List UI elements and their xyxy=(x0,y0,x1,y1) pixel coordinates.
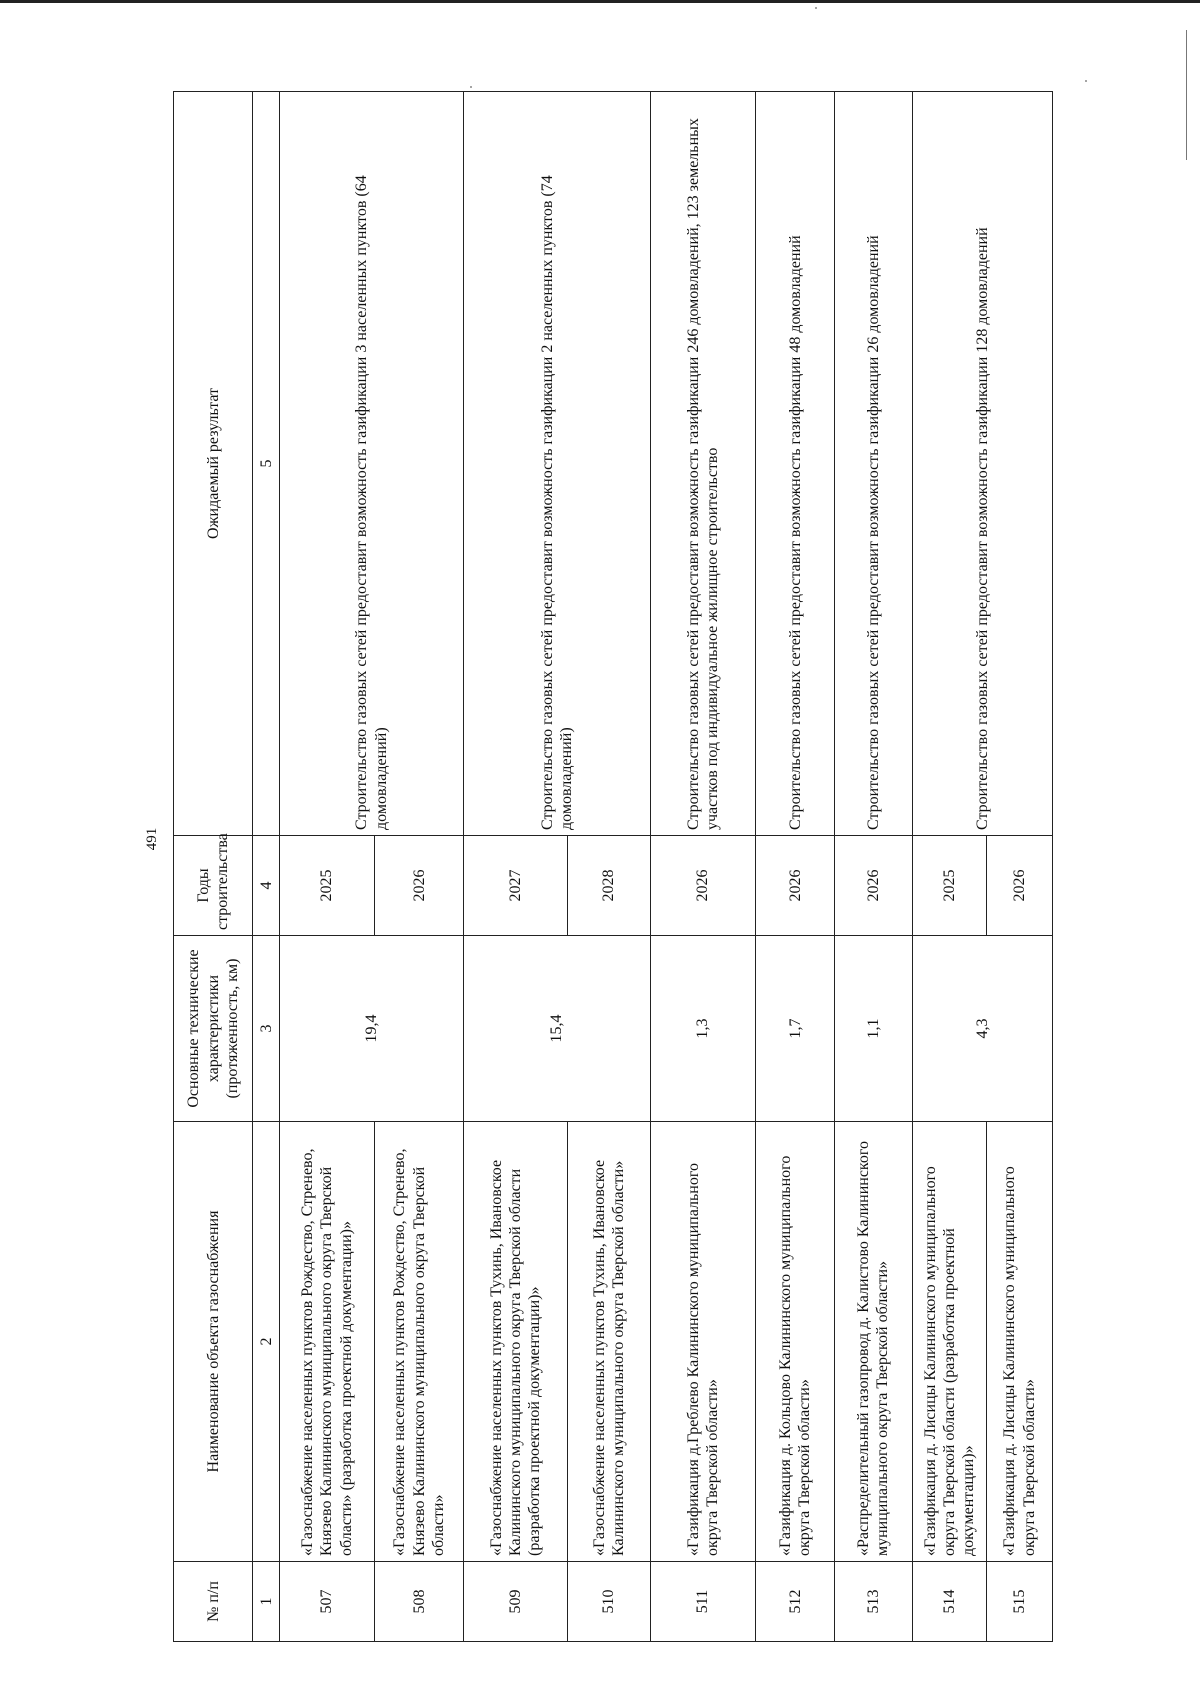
column-numbers-row xyxy=(253,92,279,1642)
expected-result: Строительство газовых сетей предоставит возможность газификации 2 населенных пунктов (74 домовладений) xyxy=(464,92,650,836)
table-row xyxy=(650,92,756,1642)
expected-result: Строительство газовых сетей предоставит возможность газификации 128 домовладений xyxy=(913,92,1053,836)
table-header-row xyxy=(174,92,253,1642)
construction-year: 2026 xyxy=(987,836,1053,936)
row-number: 511 xyxy=(650,1562,756,1642)
column-number: 3 xyxy=(253,936,279,1122)
row-number: 507 xyxy=(279,1562,374,1642)
expected-result: Строительство газовых сетей предоставит возможность газификации 48 домовладений xyxy=(756,92,834,836)
gas-supply-objects-table xyxy=(173,91,1053,1642)
object-name: «Газоснабжение населенных пунктов Тухинь, Ивановское Калининского муниципального округа Тверской области (разработка проектной документации)» xyxy=(464,1122,568,1562)
construction-year: 2026 xyxy=(834,836,912,936)
scan-speck xyxy=(470,86,472,88)
length-km: 1,7 xyxy=(756,936,834,1122)
length-km: 4,3 xyxy=(913,936,1053,1122)
expected-result: Строительство газовых сетей предоставит возможность газификации 26 домовладений xyxy=(834,92,912,836)
header-technical-characteristics: Основные технические характеристики (протяженность, км) xyxy=(174,936,253,1122)
scan-speck xyxy=(815,7,817,9)
column-number: 5 xyxy=(253,92,279,836)
header-number: № п/п xyxy=(174,1562,253,1642)
construction-year: 2027 xyxy=(464,836,568,936)
construction-year: 2026 xyxy=(375,836,464,936)
object-name: «Газификация д. Лисицы Калининского муниципального округа Тверской области (разработка проектной документации)» xyxy=(913,1122,987,1562)
column-number: 2 xyxy=(253,1122,279,1562)
column-number: 1 xyxy=(253,1562,279,1642)
object-name: «Газификация д.Греблево Калининского муниципального округа Тверской области» xyxy=(650,1122,756,1562)
column-number: 4 xyxy=(253,836,279,936)
table-row xyxy=(464,92,568,1642)
scan-edge-mark xyxy=(1186,30,1187,160)
table-row xyxy=(913,92,987,1642)
construction-year: 2026 xyxy=(756,836,834,936)
length-km: 1,3 xyxy=(650,936,756,1122)
page-number: 491 xyxy=(144,827,160,851)
object-name: «Газоснабжение населенных пунктов Тухинь, Ивановское Калининского муниципального округа Тверской области» xyxy=(567,1122,650,1562)
row-number: 513 xyxy=(834,1562,912,1642)
object-name: «Газификация д. Кольцово Калининского муниципального округа Тверской области» xyxy=(756,1122,834,1562)
row-number: 510 xyxy=(567,1562,650,1642)
length-km: 19,4 xyxy=(279,936,463,1122)
length-km: 15,4 xyxy=(464,936,650,1122)
object-name: «Газоснабжение населенных пунктов Рождество, Стренево, Князево Калининского муниципального округа Тверской области» (разработка проектной документации)» xyxy=(279,1122,374,1562)
row-number: 512 xyxy=(756,1562,834,1642)
header-expected-result: Ожидаемый результат xyxy=(174,92,253,836)
construction-year: 2028 xyxy=(567,836,650,936)
expected-result: Строительство газовых сетей предоставит возможность газификации 3 населенных пунктов (64 домовладений) xyxy=(279,92,463,836)
expected-result: Строительство газовых сетей предоставит возможность газификации 246 домовладений, 123 земельных участков под индивидуальное жилищное строительство xyxy=(650,92,756,836)
table-row xyxy=(834,92,912,1642)
construction-year: 2026 xyxy=(650,836,756,936)
scan-top-border xyxy=(0,0,1200,3)
object-name: «Газификация д. Лисицы Калининского муниципального округа Тверской области» xyxy=(987,1122,1053,1562)
scan-speck xyxy=(1085,80,1087,82)
header-object-name: Наименование объекта газоснабжения xyxy=(174,1122,253,1562)
header-construction-years: Годы строительства xyxy=(174,836,253,936)
length-km: 1,1 xyxy=(834,936,912,1122)
construction-year: 2025 xyxy=(913,836,987,936)
row-number: 508 xyxy=(375,1562,464,1642)
object-name: «Газоснабжение населенных пунктов Рождество, Стренево, Князево Калининского муниципального округа Тверской области» xyxy=(375,1122,464,1562)
table-row xyxy=(756,92,834,1642)
row-number: 515 xyxy=(987,1562,1053,1642)
object-name: «Распределительный газопровод д. Калистово Калининского муниципального округа Тверской области» xyxy=(834,1122,912,1562)
row-number: 514 xyxy=(913,1562,987,1642)
row-number: 509 xyxy=(464,1562,568,1642)
table-row xyxy=(279,92,374,1642)
construction-year: 2025 xyxy=(279,836,374,936)
